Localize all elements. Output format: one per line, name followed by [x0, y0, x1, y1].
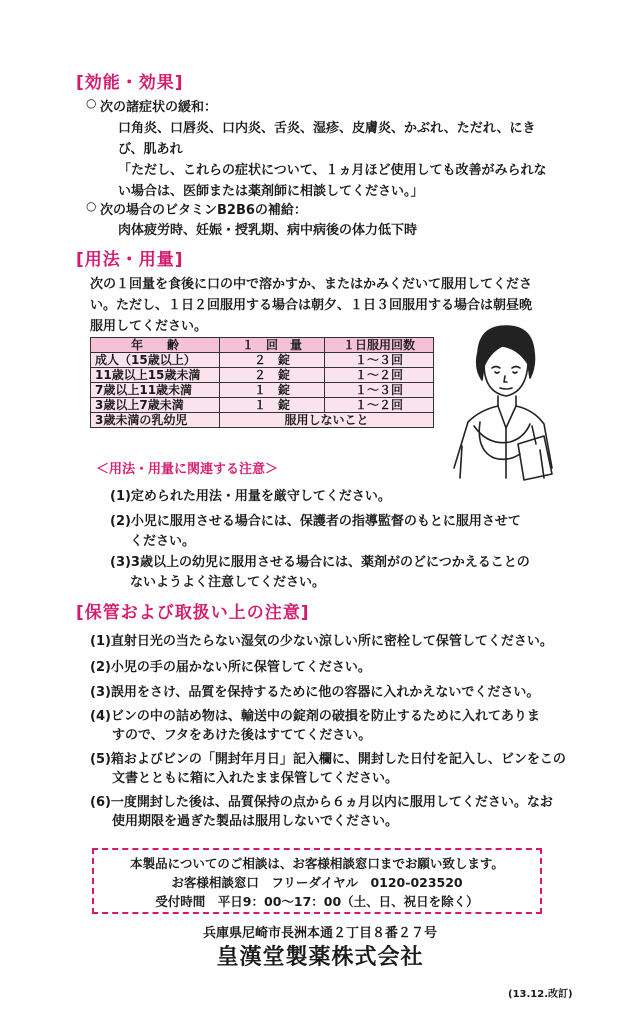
efficacy-item2-title: 次の場合のビタミンB2B6の補給：: [100, 203, 307, 218]
table-row: [91, 413, 434, 428]
efficacy-item1-note1: 「ただし、これらの症状について、１ヵ月ほど使用しても改善がみられな: [118, 163, 547, 178]
cell-age: 3歳以上7歳未満: [91, 398, 220, 413]
contact-line3: 受付時間 平日9：00～17：00（土、日、祝日を除く）: [155, 894, 479, 909]
cell-frequency: １～３回: [325, 353, 434, 368]
cell-age: 11歳以上15歳未満: [91, 368, 220, 383]
cell-dose: １ 錠: [220, 398, 325, 413]
efficacy-item1-line2: び、肌あれ: [118, 142, 183, 157]
table-row: [91, 353, 434, 368]
table-row: [91, 383, 434, 398]
bullet-icon: ○: [86, 199, 97, 213]
storage-item4-line1: (4)ビンの中の詰め物は、輸送中の錠剤の破損を防止するために入れてありま: [90, 709, 540, 724]
cell-age: 成人（15歳以上）: [91, 353, 220, 368]
dosage-line1: 次の１回量を食後に口の中で溶かすか、またはかみくだいて服用してくださ: [90, 277, 533, 292]
cell-frequency: １～２回: [325, 368, 434, 383]
dosage-note2-line1: (2)小児に服用させる場合には、保護者の指導監督のもとに服用させて: [110, 514, 521, 529]
storage-item5-line1: (5)箱およびビンの「開封年月日」記入欄に、開封した日付を記入し、ビンをこの: [90, 752, 566, 767]
dosage-heading: [用法・用量]: [76, 250, 184, 270]
header-age: 年 齢: [91, 338, 220, 353]
storage-item4-line2: すので、フタをあけた後はすててください。: [112, 728, 372, 743]
table-row: [91, 368, 434, 383]
storage-item6-line1: (6)一度開封した後は、品質保持の点から６ヵ月以内に服用してください。なお: [90, 795, 553, 810]
table-header-row: [91, 338, 434, 353]
storage-item2: (2)小児の手の届かない所に保管してください。: [90, 660, 371, 675]
cell-age: 7歳以上11歳未満: [91, 383, 220, 398]
storage-item6-line2: 使用期限を過ぎた製品は服用しないでください。: [112, 814, 399, 829]
dosage-note3-line2: ないようよく注意してください。: [130, 575, 326, 590]
cell-dose: １ 錠: [220, 383, 325, 398]
doctor-illustration: [440, 318, 564, 482]
cell-dose: ２ 錠: [220, 368, 325, 383]
cell-not-for-use: 服用しないこと: [220, 413, 434, 428]
dosage-table: [90, 337, 434, 428]
efficacy-item1-note2: い場合は、医師または薬剤師に相談してください。」: [118, 184, 424, 199]
bullet-icon: ○: [86, 96, 97, 110]
cell-frequency: １～３回: [325, 383, 434, 398]
efficacy-heading: [効能・効果]: [76, 73, 184, 93]
table-row: [91, 398, 434, 413]
dosage-line3: 服用してください。: [90, 319, 208, 334]
cell-dose: ２ 錠: [220, 353, 325, 368]
storage-heading: [保管および取扱い上の注意]: [76, 603, 310, 623]
dosage-line2: い。ただし、１日２回服用する場合は朝夕、１日３回服用する場合は朝昼晩: [90, 298, 533, 313]
storage-item1: (1)直射日光の当たらない湿気の少ない涼しい所に密栓して保管してください。: [90, 634, 553, 649]
company-name: 皇漢堂製薬株式会社: [216, 945, 424, 970]
efficacy-item1-line1: 口角炎、口唇炎、口内炎、舌炎、湿疹、皮膚炎、かぶれ、ただれ、にき: [118, 121, 536, 136]
cell-age: 3歳未満の乳幼児: [91, 413, 220, 428]
dosage-note1: (1)定められた用法・用量を厳守してください。: [110, 489, 391, 504]
cell-frequency: １～２回: [325, 398, 434, 413]
storage-item3: (3)誤用をさけ、品質を保持するために他の容器に入れかえないでください。: [90, 685, 540, 700]
revision-note: (13.12.改訂): [508, 989, 573, 1000]
header-frequency: １日服用回数: [325, 338, 434, 353]
contact-line2: お客様相談窓口 フリーダイヤル 0120-023520: [171, 875, 463, 890]
contact-box: [92, 848, 542, 914]
header-dose: １ 回 量: [220, 338, 325, 353]
contact-line1: 本製品についてのご相談は、お客様相談窓口までお願い致します。: [130, 856, 504, 871]
dosage-note3-line1: (3)3歳以上の幼児に服用させる場合には、薬剤がのどにつかえることの: [110, 555, 530, 570]
dosage-note2-line2: ください。: [130, 534, 196, 549]
storage-item5-line2: 文書とともに箱に入れたまま保管してください。: [112, 771, 399, 786]
efficacy-item2-line1: 肉体疲労時、妊娠・授乳期、病中病後の体力低下時: [118, 223, 418, 238]
efficacy-item1-title: 次の諸症状の緩和：: [100, 100, 218, 115]
company-address: 兵庫県尼崎市長洲本通２丁目８番２７号: [202, 926, 437, 941]
dosage-notes-heading: ＜用法・用量に関連する注意＞: [96, 462, 279, 477]
